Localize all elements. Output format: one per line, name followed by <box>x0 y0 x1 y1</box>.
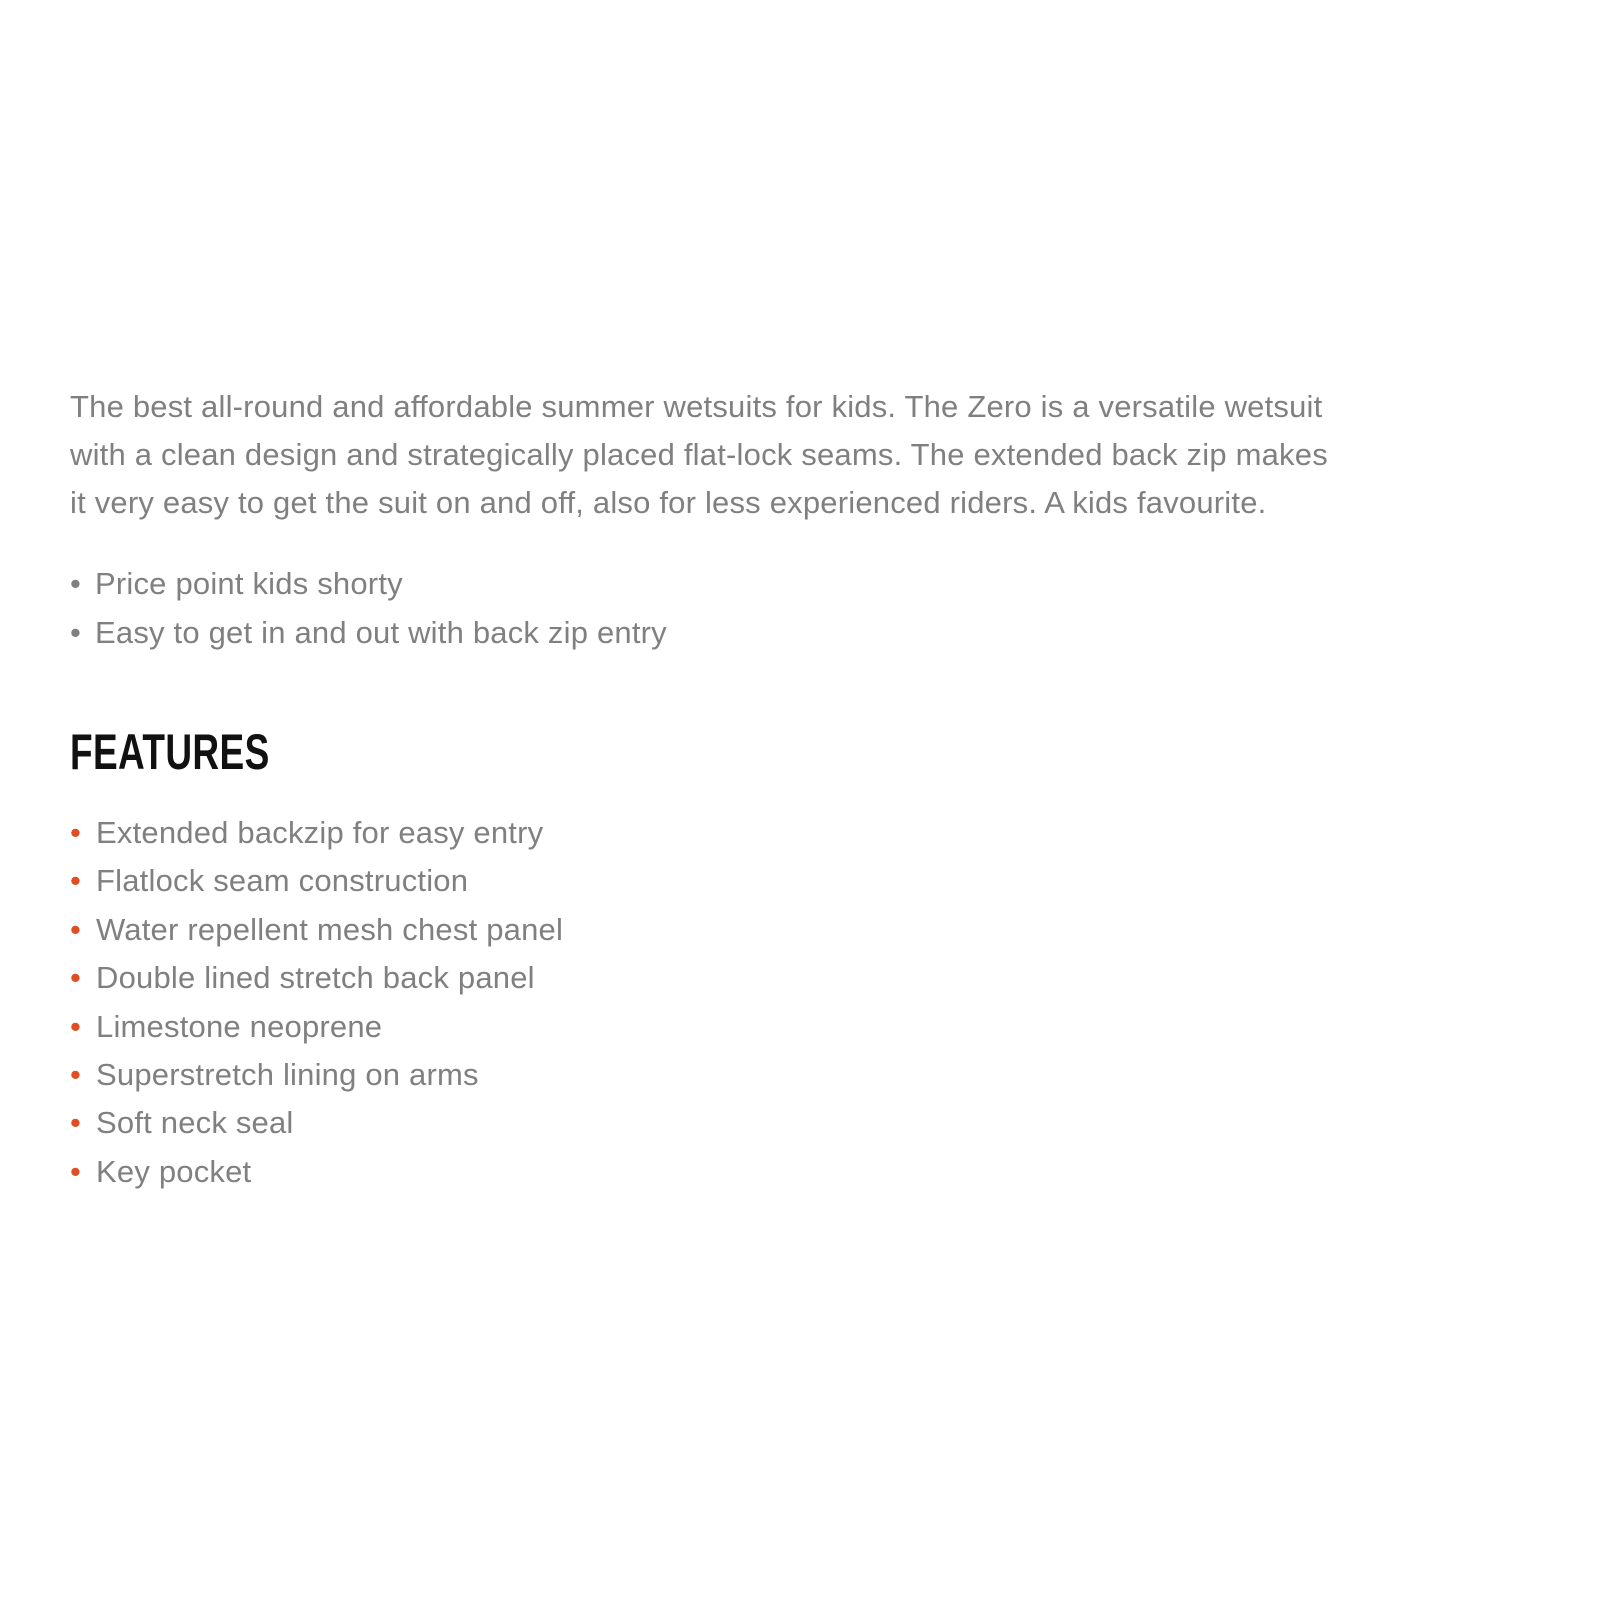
description-line: it very easy to get the suit on and off, also for less experienced riders. A kids favourite. <box>70 485 1267 520</box>
feature-item: • Flatlock seam construction <box>70 857 1530 905</box>
feature-item: • Water repellent mesh chest panel <box>70 906 1530 954</box>
feature-item: • Soft neck seal <box>70 1099 1530 1147</box>
product-description <box>70 383 1530 527</box>
feature-item: • Double lined stretch back panel <box>70 954 1530 1002</box>
features-heading: FEATURES <box>70 724 270 780</box>
feature-item: • Extended backzip for easy entry <box>70 809 1530 857</box>
feature-list <box>70 809 1530 1196</box>
feature-item: • Key pocket <box>70 1148 1530 1196</box>
description-line: with a clean design and strategically placed flat-lock seams. The extended back zip makes <box>70 437 1328 472</box>
highlight-item: • Easy to get in and out with back zip entry <box>70 609 1530 658</box>
highlight-item: • Price point kids shorty <box>70 560 1530 609</box>
feature-item: • Limestone neoprene <box>70 1003 1530 1051</box>
feature-item: • Superstretch lining on arms <box>70 1051 1530 1099</box>
description-line: The best all-round and affordable summer wetsuits for kids. The Zero is a versatile wetsuit <box>70 389 1323 424</box>
highlight-list <box>70 560 1530 657</box>
